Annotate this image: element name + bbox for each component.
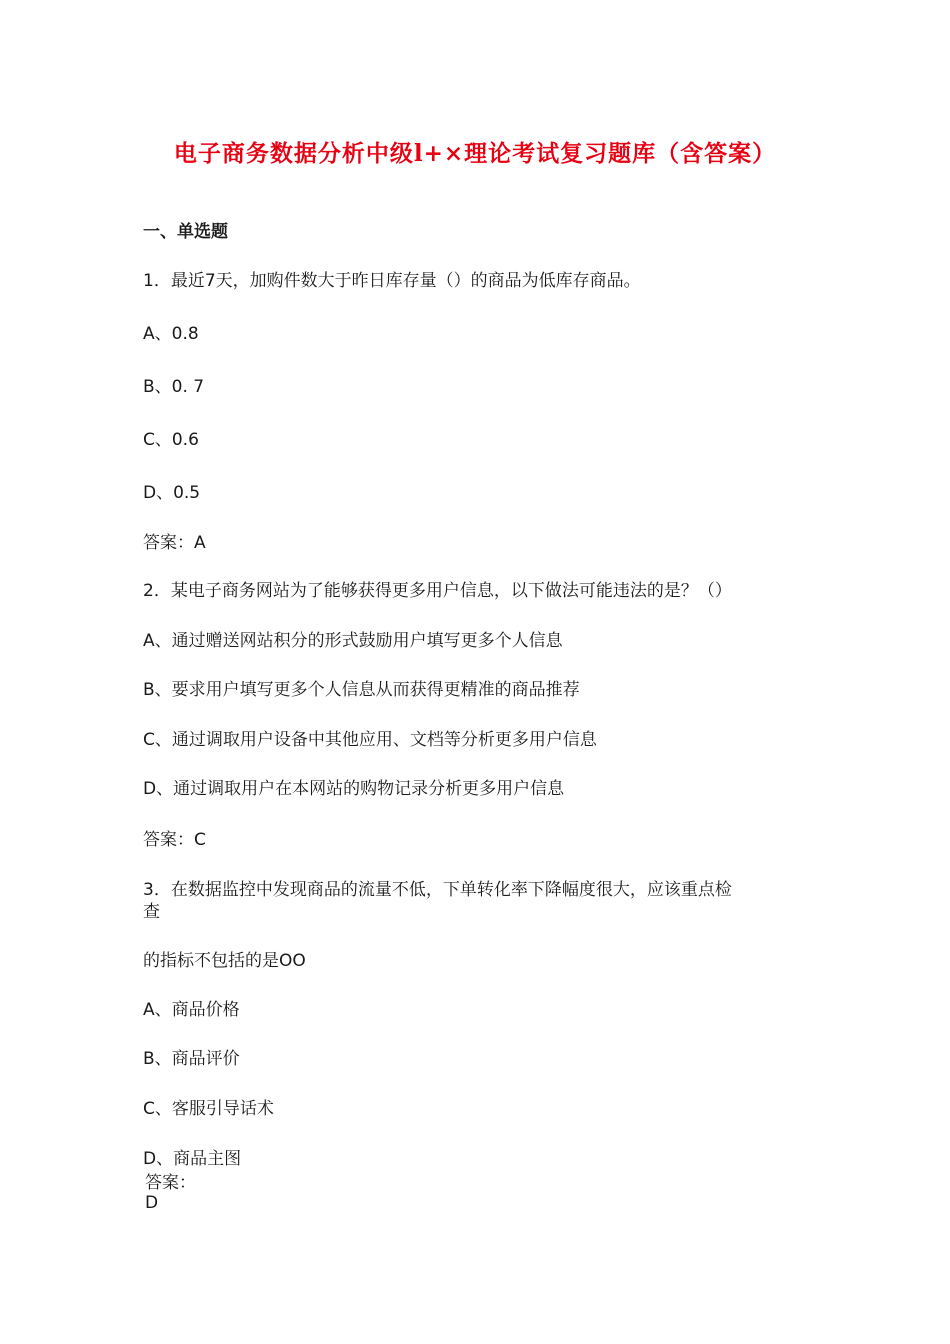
question-2-option-a: A、通过赠送网站积分的形式鼓励用户填写更多个人信息	[143, 631, 563, 651]
question-1-answer: 答案：A	[143, 533, 206, 553]
question-3-answer-label: 答案：	[145, 1173, 196, 1193]
question-3-answer-value: D	[145, 1193, 159, 1213]
question-1-option-c: C、0.6	[143, 430, 199, 450]
question-3-stem-line-1: 3．在数据监控中发现商品的流量不低，下单转化率下降幅度很大，应该重点检	[143, 880, 732, 900]
question-3-option-c: C、客服引导话术	[143, 1099, 274, 1119]
section-heading: 一、单选题	[143, 222, 228, 242]
question-1-option-a: A、0.8	[143, 324, 199, 344]
question-3-stem-line-2: 查	[143, 902, 160, 922]
question-1-option-b: B、0. 7	[143, 377, 205, 397]
question-1-option-d: D、0.5	[143, 483, 201, 503]
question-2-answer: 答案：C	[143, 830, 206, 850]
question-3-stem-line-3: 的指标不包括的是OO	[143, 951, 306, 971]
question-1-stem: 1．最近7天，加购件数大于昨日库存量（）的商品为低库存商品。	[143, 271, 641, 291]
question-2-option-c: C、通过调取用户设备中其他应用、文档等分析更多用户信息	[143, 730, 597, 750]
question-2-option-d: D、通过调取用户在本网站的购物记录分析更多用户信息	[143, 779, 565, 799]
question-3-option-d: D、商品主图	[143, 1149, 242, 1169]
document-title: 电子商务数据分析中级l+×理论考试复习题库（含答案）	[173, 140, 777, 167]
question-3-option-a: A、商品价格	[143, 1000, 240, 1020]
question-2-stem: 2．某电子商务网站为了能够获得更多用户信息，以下做法可能违法的是？（）	[143, 581, 732, 601]
question-2-option-b: B、要求用户填写更多个人信息从而获得更精准的商品推荐	[143, 680, 580, 700]
question-3-option-b: B、商品评价	[143, 1049, 240, 1069]
